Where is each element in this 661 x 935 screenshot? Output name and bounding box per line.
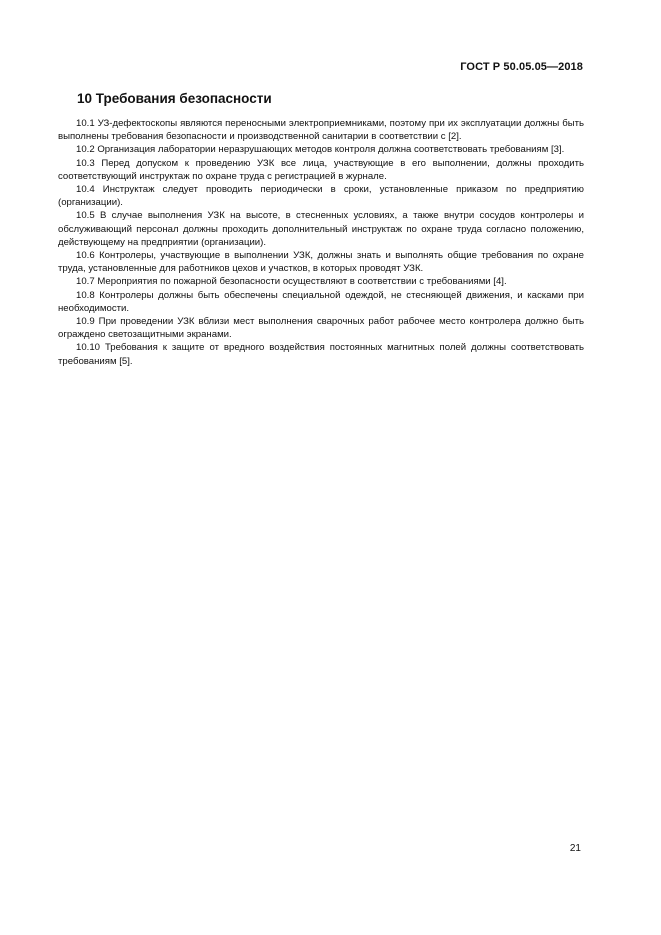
paragraph-10-5: 10.5 В случае выполнения УЗК на высоте, в стесненных условиях, а также внутри сосудов контролеры и обслуживающий персонал должны проходить дополнительный инструктаж по охране труда согласно положению, действующему на предприятии (организации). bbox=[58, 210, 584, 248]
document-code: ГОСТ Р 50.05.05—2018 bbox=[460, 61, 583, 73]
section-body bbox=[58, 117, 584, 368]
paragraph-10-6: 10.6 Контролеры, участвующие в выполнении УЗК, должны знать и выполнять общие требования по охране труда, установленные для работников цехов и участков, в которых проводят УЗК. bbox=[58, 250, 584, 275]
paragraph-10-3: 10.3 Перед допуском к проведению УЗК все лица, участвующие в его выполнении, должны проходить соответствующий инструктаж по охране труда с регистрацией в журнале. bbox=[58, 157, 584, 182]
paragraph-10-2: 10.2 Организация лаборатории неразрушающих методов контроля должна соответствовать требованиям [3]. bbox=[76, 144, 565, 156]
paragraph-10-9: 10.9 При проведении УЗК вблизи мест выполнения сварочных работ рабочее место контролера должно быть ограждено светозащитными экранами. bbox=[58, 316, 584, 341]
page-number: 21 bbox=[569, 843, 581, 854]
paragraph-10-7: 10.7 Мероприятия по пожарной безопасности осуществляют в соответствии с требованиями [4]. bbox=[76, 276, 507, 288]
paragraph-10-4: 10.4 Инструктаж следует проводить периодически в сроки, установленные приказом по предприятию (организации). bbox=[58, 184, 584, 209]
paragraph-10-8: 10.8 Контролеры должны быть обеспечены специальной одеждой, не стесняющей движения, и касками при необходимости. bbox=[58, 289, 584, 314]
paragraph-10-1: 10.1 УЗ-дефектоскопы являются переносными электроприемниками, поэтому при их эксплуатации должны быть выполнены требования безопасности и производственной санитарии в соответствии с [2]. bbox=[58, 118, 584, 143]
paragraph-10-10: 10.10 Требования к защите от вредного воздействия постоянных магнитных полей должны соответствовать требованиям [5]. bbox=[58, 342, 584, 367]
section-title: 10 Требования безопасности bbox=[77, 91, 272, 106]
